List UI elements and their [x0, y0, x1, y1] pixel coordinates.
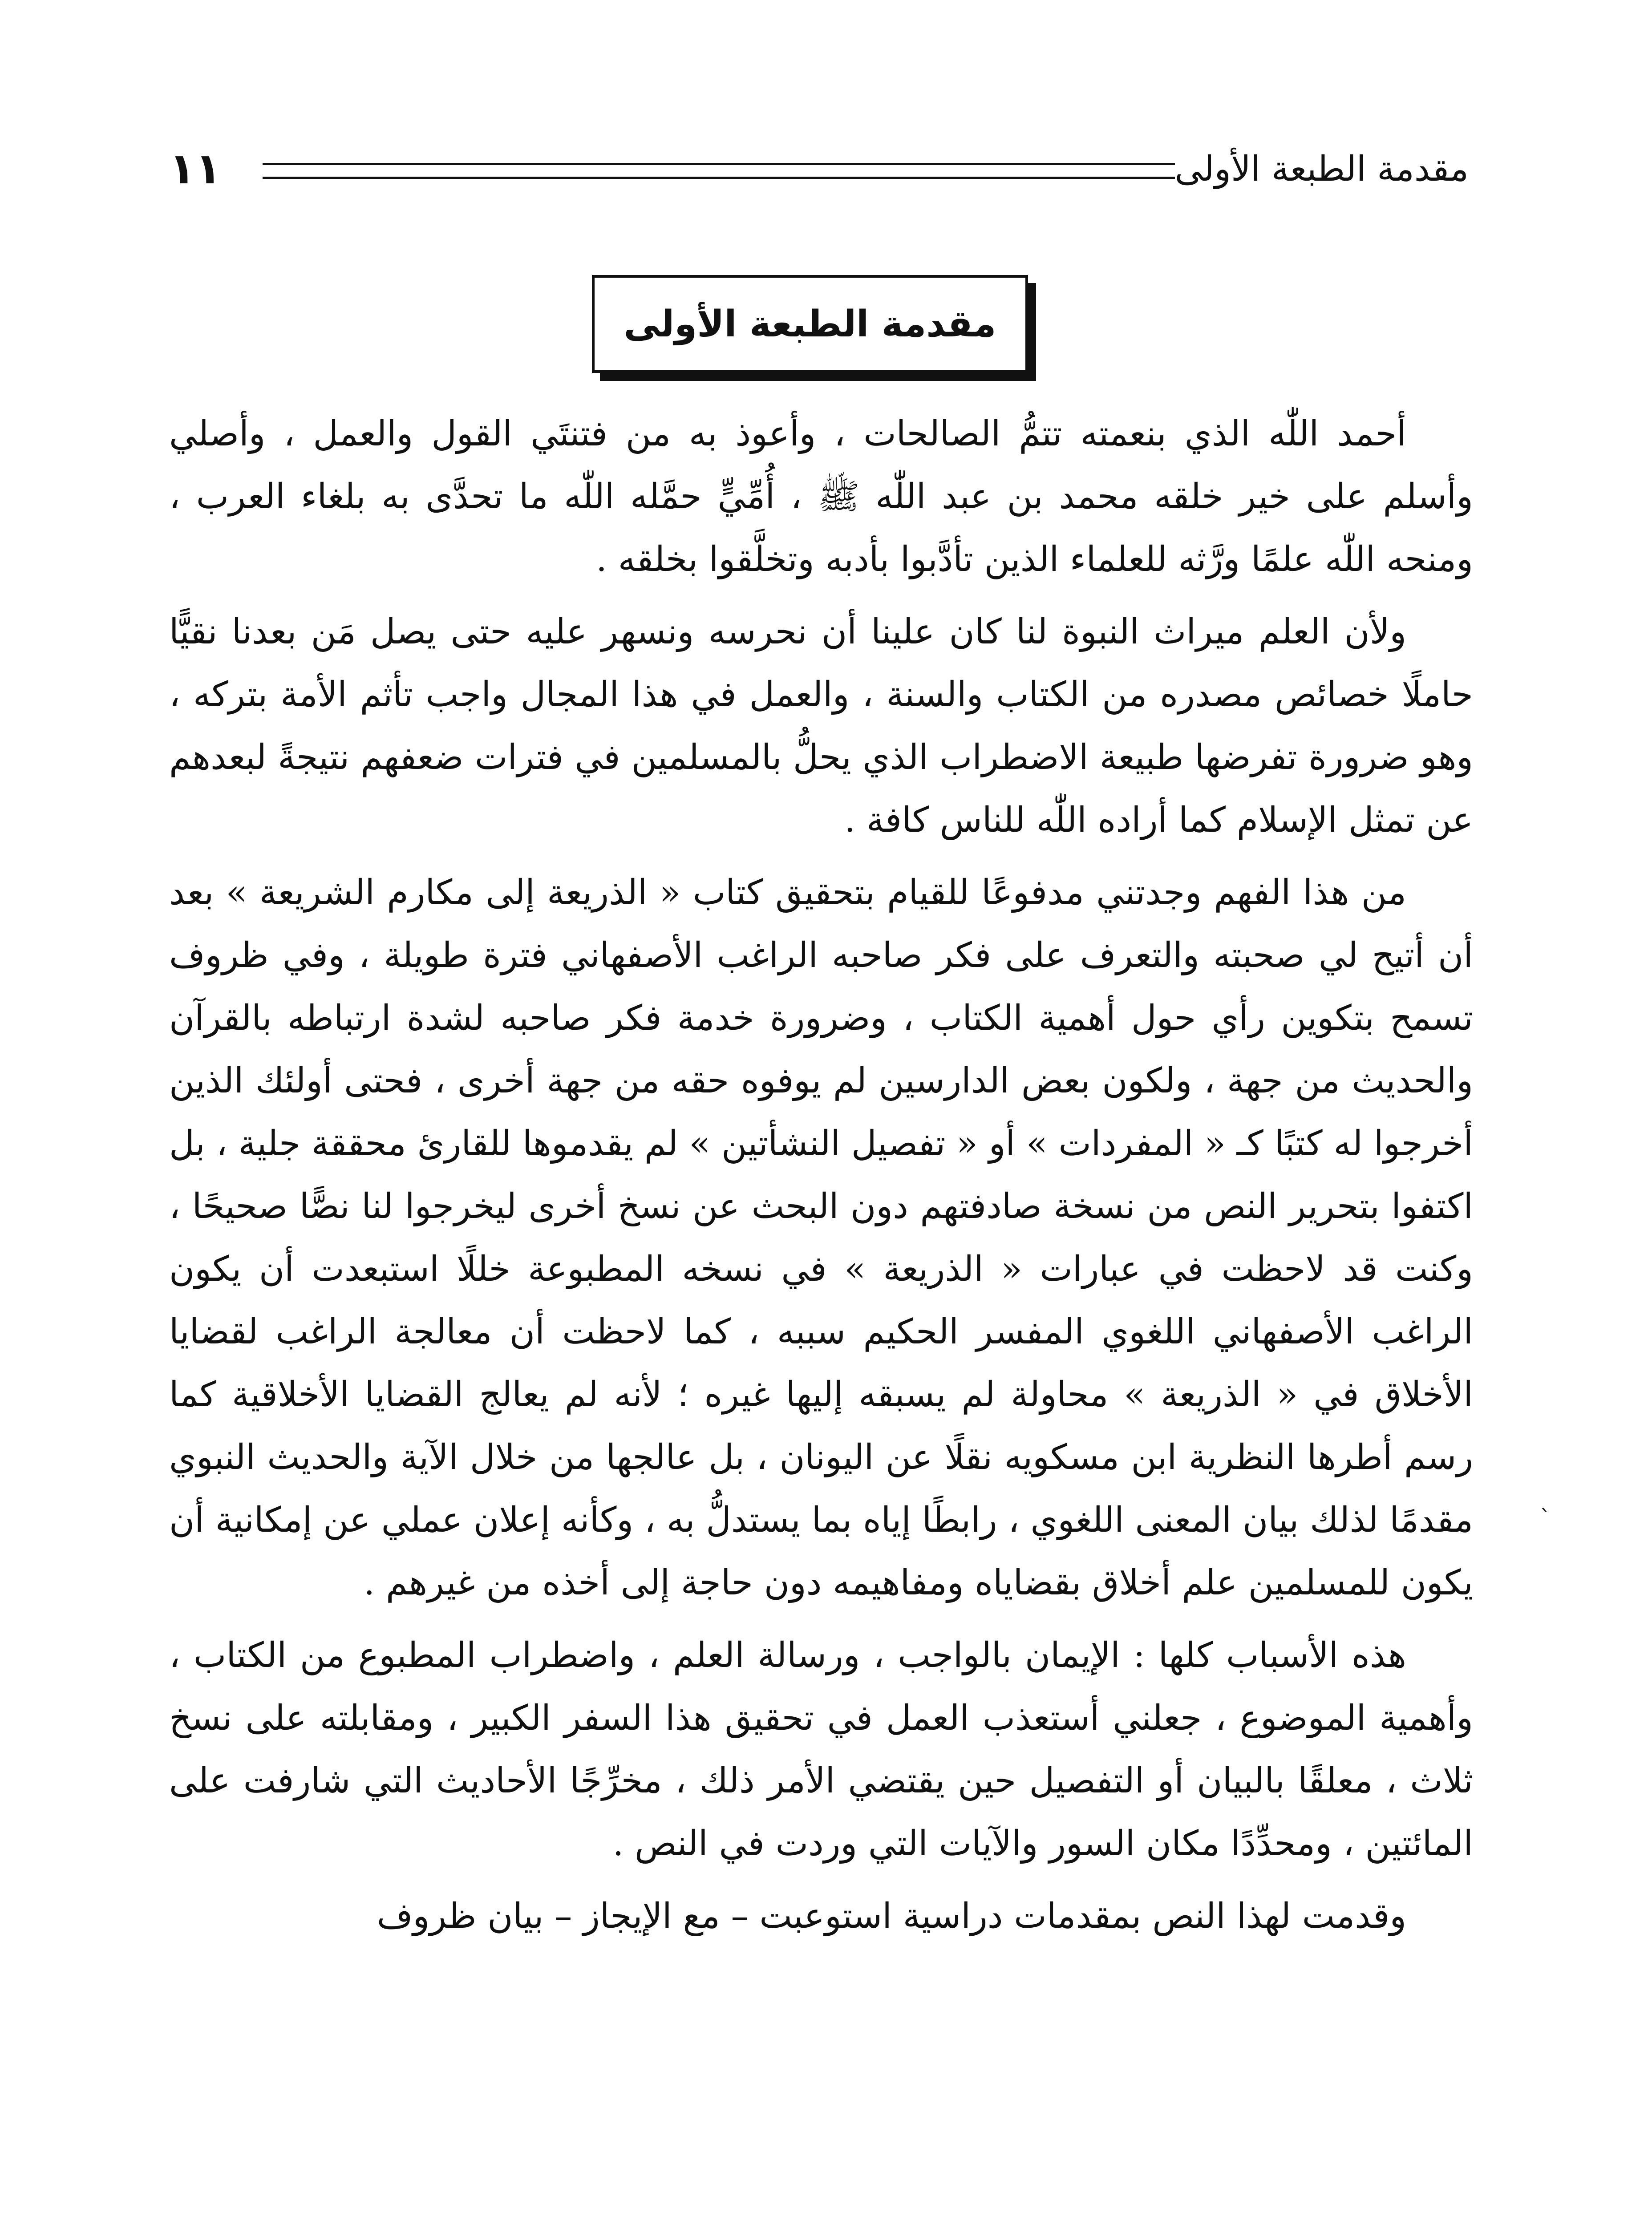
running-header [169, 144, 1469, 196]
running-title: مقدمة الطبعة الأولى [1174, 149, 1469, 189]
paragraph: ولأن العلم ميراث النبوة لنا كان علينا أن نحرسه ونسهر عليه حتى يصل مَن بعدنا نقيًّا حاملًا خصائص مصدره من الكتاب والسنة ، والعمل في هذا المجال واجب تأثم الأمة بتركه ، وهو ضرورة تفرضها طبيعة الاضطراب الذي يحلُّ بالمسلمين في فترات ضعفهم نتيجةً لبعدهم عن تمثل الإسلام كما أراده اللّٰه للناس كافة . [169, 612, 1473, 840]
paragraph: وقدمت لهذا النص بمقدمات دراسية استوعبت – مع الإيجاز – بيان ظروف [377, 1896, 1406, 1936]
paragraph: هذه الأسباب كلها : الإيمان بالواجب ، ورسالة العلم ، واضطراب المطبوع من الكتاب ، وأهمية الموضوع ، جعلني أستعذب العمل في تحقيق هذا السفر الكبير ، ومقابلته على نسخ ثلاث ، معلقًا بالبيان أو التفصيل حين يقتضي الأمر ذلك ، مخرِّجًا الأحاديث التي شارفت على المائتين ، ومحدِّدًا مكان السور والآيات التي وردت في النص . [169, 1635, 1473, 1864]
paragraph: أحمد اللّٰه الذي بنعمته تتمُّ الصالحات ، وأعوذ به من فتنتَي القول والعمل ، وأصلي وأسلم على خير خلقه محمد بن عبد اللّٰه ﷺ ، أُمِّيٍّ حمَّله اللّٰه ما تحدَّى به بلغاء العرب ، ومنحه اللّٰه علمًا ورَّثه للعلماء الذين تأدَّبوا بأدبه وتخلَّقوا بخلقه . [169, 414, 1474, 579]
header-double-rule [263, 163, 1175, 179]
body-text [169, 403, 1473, 1958]
section-title: مقدمة الطبعة الأولى [624, 303, 996, 345]
section-title-box [592, 275, 1028, 373]
margin-speck: ˎ [1540, 1486, 1551, 1512]
page-number: ١١ [169, 144, 222, 194]
paragraph: من هذا الفهم وجدتني مدفوعًا للقيام بتحقيق كتاب « الذريعة إلى مكارم الشريعة » بعد أن أتيح لي صحبته والتعرف على فكر صاحبه الراغب الأصفهاني فترة طويلة ، وفي ظروف تسمح بتكوين رأي حول أهمية الكتاب ، وضرورة خدمة فكر صاحبه لشدة ارتباطه بالقرآن والحديث من جهة ، ولكون بعض الدارسين لم يوفوه حقه من جهة أخرى ، فحتى أولئك الذين أخرجوا له كتبًا كـ « المفردات » أو « تفصيل النشأتين » لم يقدموها للقارئ محققة جلية ، بل اكتفوا بتحرير النص من نسخة صادفتهم دون البحث عن نسخ أخرى ليخرجوا لنا نصًّا صحيحًا ، وكنت قد لاحظت في عبارات « الذريعة » في نسخه المطبوعة خللًا استبعدت أن يكون الراغب الأصفهاني اللغوي المفسر الحكيم سببه ، كما لاحظت أن معالجة الراغب لقضايا الأخلاق في « الذريعة » محاولة لم يسبقه إليها غيره ؛ لأنه لم يعالج القضايا الأخلاقية كما رسم أطرها النظرية ابن مسكويه نقلًا عن اليونان ، بل عالجها من خلال الآية والحديث النبوي مقدمًا لذلك بيان المعنى اللغوي ، رابطًا إياه بما يستدلُّ به ، وكأنه إعلان عملي عن إمكانية أن يكون للمسلمين علم أخلاق بقضاياه ومفاهيمه دون حاجة إلى أخذه من غيرهم . [169, 873, 1473, 1603]
